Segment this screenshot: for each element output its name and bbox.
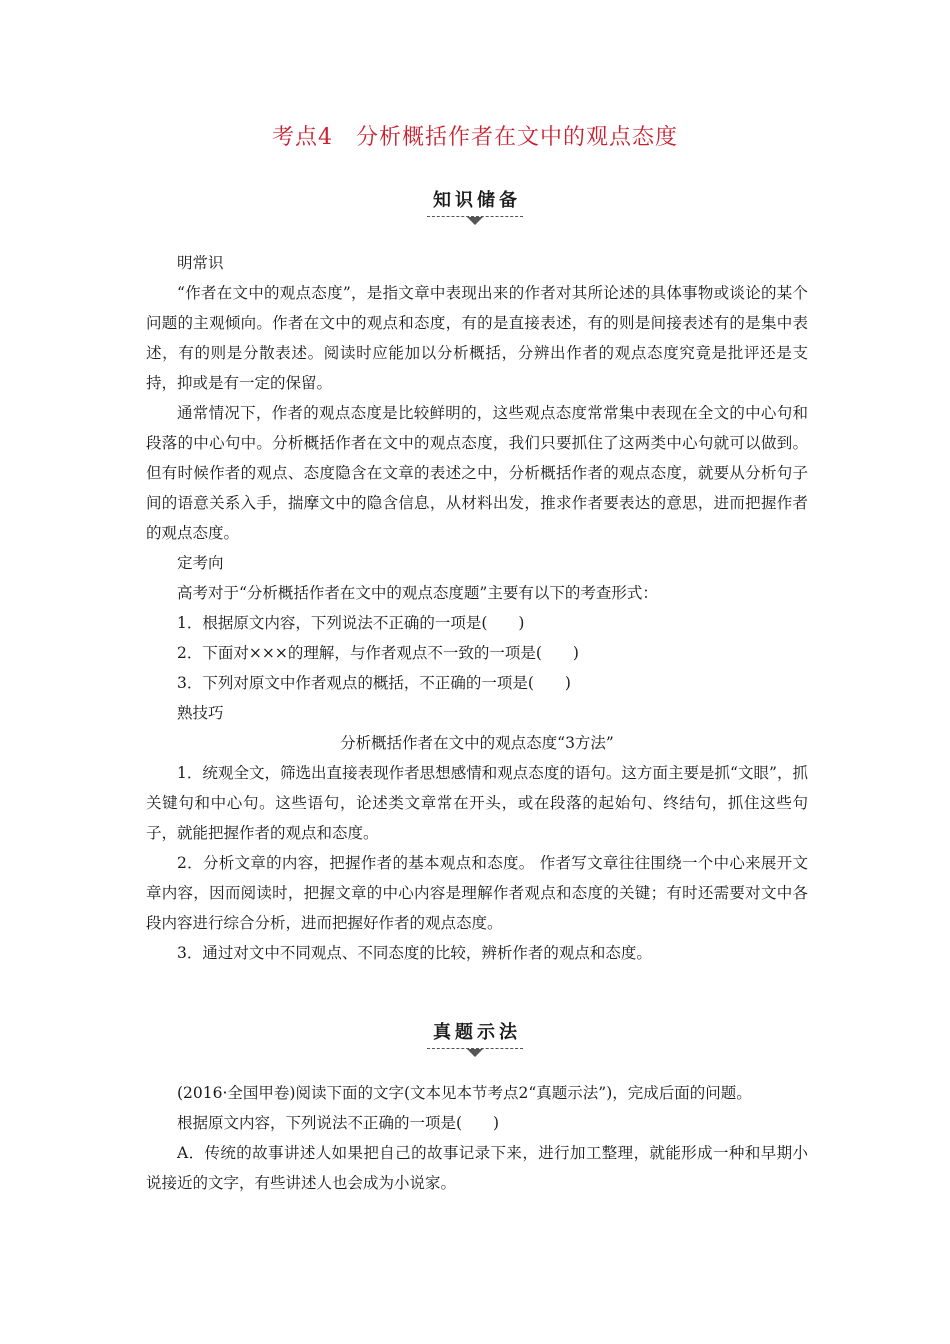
knowledge-body (146, 248, 808, 968)
section-heading-real-exam (0, 1018, 950, 1057)
exam-option-a: A．传统的故事讲述人如果把自己的故事记录下来，进行加工整理，就能形成一种和早期小说接近的文字，有些讲述人也会成为小说家。 (146, 1144, 808, 1192)
triangle-down-icon (467, 1049, 483, 1057)
question-form-item: 3．下列对原文中作者观点的概括，不正确的一项是( ) (177, 674, 571, 692)
subheading-skills: 熟技巧 (177, 704, 224, 722)
section-heading-knowledge (0, 186, 950, 225)
methods-title: 分析概括作者在文中的观点态度“3方法” (340, 734, 614, 752)
exam-intro: (2016·全国甲卷)阅读下面的文字(文本见本节考点2“真题示法”)，完成后面的问题。 (177, 1084, 752, 1102)
subheading-direction: 定考向 (177, 554, 224, 572)
section-heading-label: 真题示法 (427, 1018, 523, 1049)
subheading-common-sense: 明常识 (177, 254, 224, 272)
question-form-item: 1．根据原文内容，下列说法不正确的一项是( ) (177, 614, 525, 632)
exam-question: 根据原文内容，下列说法不正确的一项是( ) (177, 1114, 500, 1132)
method-item: 1．统观全文，筛选出直接表现作者思想感情和观点态度的语句。这方面主要是抓“文眼”，抓关键句和中心句。这些语句，论述类文章常在开头，或在段落的起始句、终结句，抓住这些句子，就能把握作者的观点和态度。 (146, 764, 808, 842)
method-item: 2．分析文章的内容，把握作者的基本观点和态度。 作者写文章往往围绕一个中心来展开文章内容，因而阅读时，把握文章的中心内容是理解作者观点和态度的关键；有时还需要对文中各段内容进行综合分析，进而把握好作者的观点态度。 (146, 854, 808, 932)
method-item: 3．通过对文中不同观点、不同态度的比较，辨析作者的观点和态度。 (177, 944, 652, 962)
question-form-item: 2．下面对×××的理解，与作者观点不一致的一项是( ) (177, 644, 579, 662)
paragraph: “作者在文中的观点态度”，是指文章中表现出来的作者对其所论述的具体事物或谈论的某个问题的主观倾向。作者在文中的观点和态度，有的是直接表述，有的则是间接表述有的是集中表述，有的则是分散表述。阅读时应能加以分析概括，分辨出作者的观点态度究竟是批评还是支持，抑或是有一定的保留。 (146, 284, 808, 392)
real-exam-body (146, 1078, 808, 1198)
triangle-down-icon (467, 217, 483, 225)
paragraph: 通常情况下，作者的观点态度是比较鲜明的，这些观点态度常常集中表现在全文的中心句和段落的中心句中。分析概括作者在文中的观点态度，我们只要抓住了这两类中心句就可以做到。但有时候作者的观点、态度隐含在文章的表述之中，分析概括作者的观点态度，就要从分析句子间的语意关系入手，揣摩文中的隐含信息，从材料出发，推求作者要表达的意思，进而把握作者的观点态度。 (146, 404, 808, 542)
paragraph: 高考对于“分析概括作者在文中的观点态度题”主要有以下的考查形式： (177, 584, 658, 602)
section-heading-label: 知识储备 (427, 186, 523, 217)
page-title: 考点4 分析概括作者在文中的观点态度 (272, 125, 678, 150)
